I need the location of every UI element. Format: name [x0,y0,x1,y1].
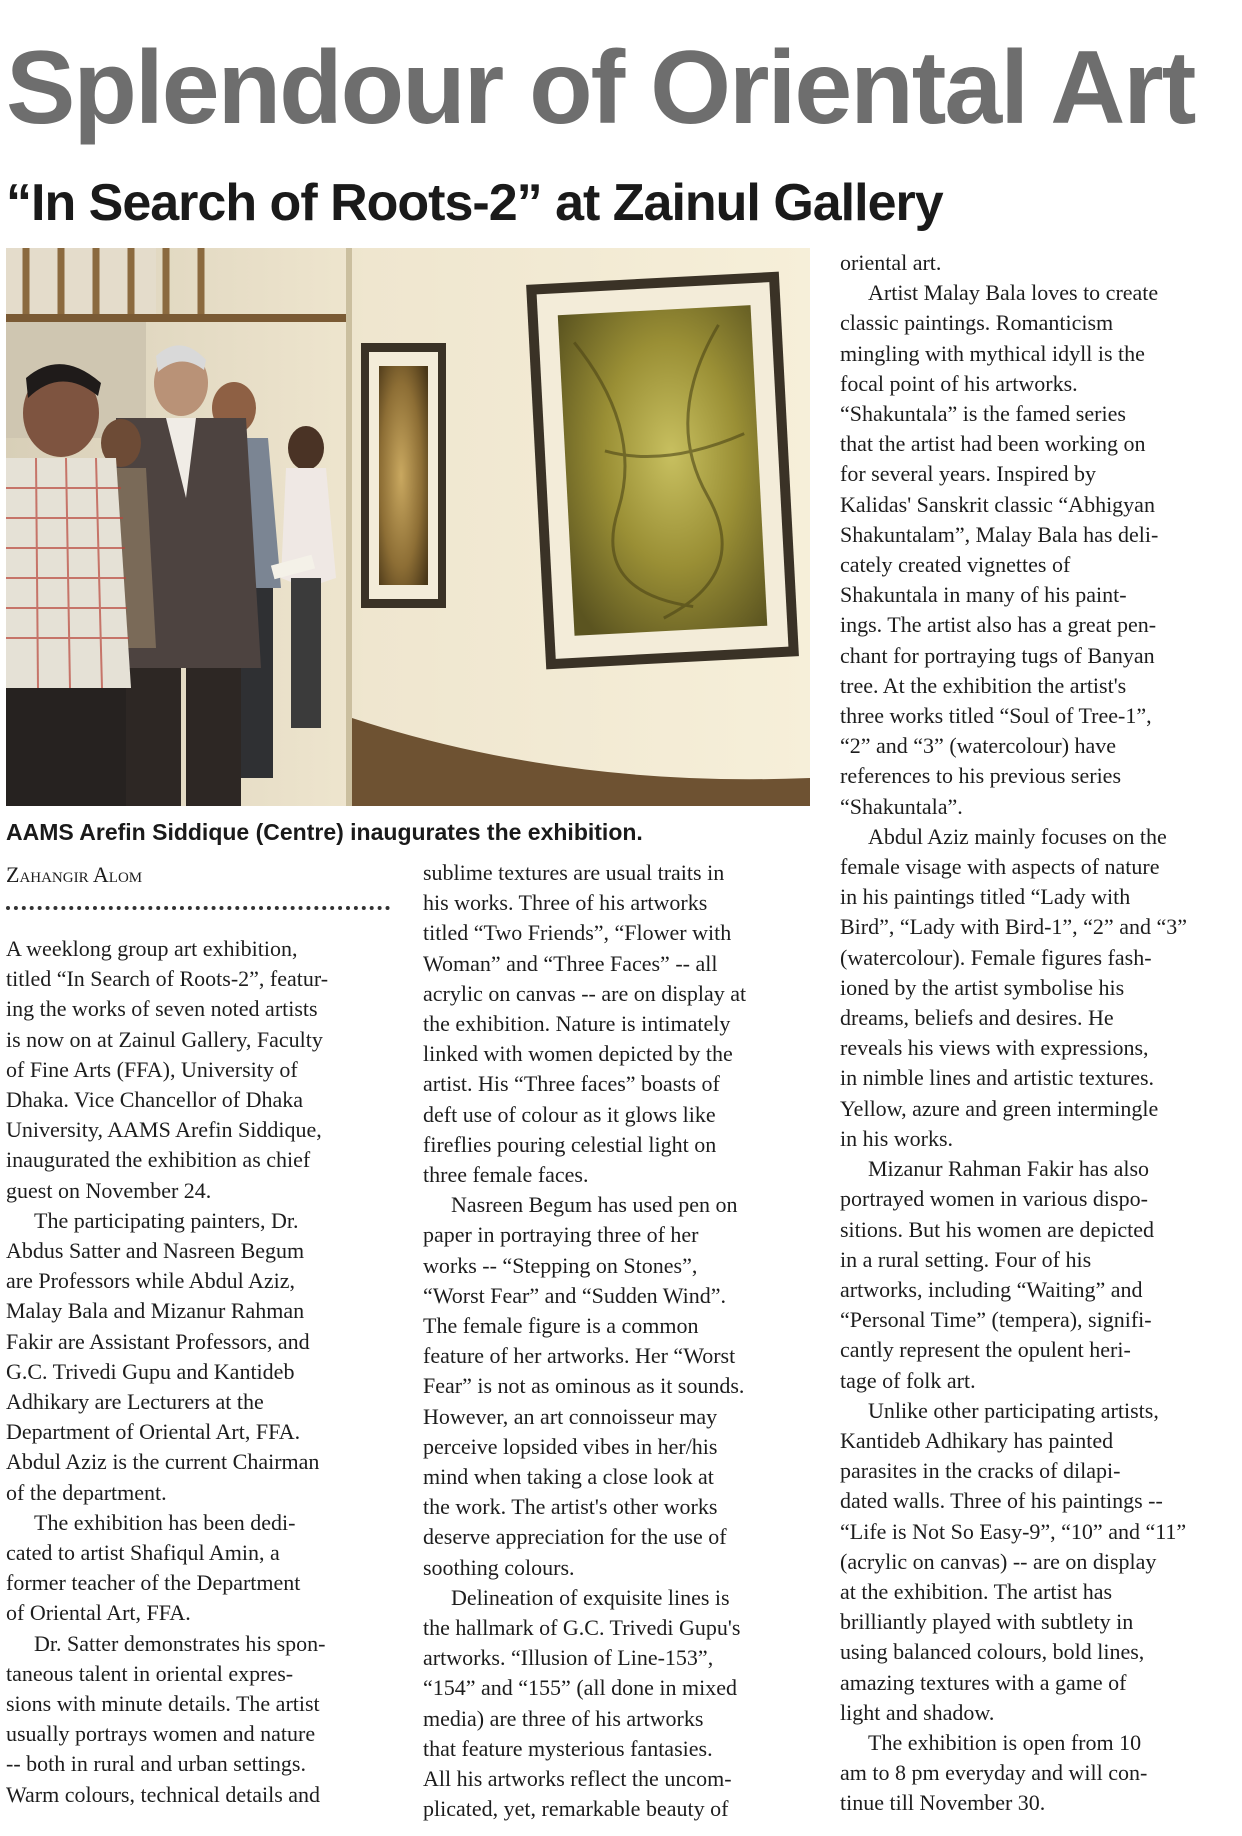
article-line: female visage with aspects of nature [840,854,1160,880]
article-line: three female faces. [423,1162,589,1188]
article-line: Kalidas' Sanskrit classic “Abhigyan [840,491,1155,517]
article-line: Woman” and “Three Faces” -- all [423,950,718,976]
article-line: his works. Three of his artworks [423,890,708,916]
article-line: linked with women depicted by the [423,1041,733,1067]
article-line: Unlike other participating artists, [868,1397,1159,1423]
article-line: ing the works of seven noted artists [6,996,318,1022]
article-line: Abdul Aziz is the current Chairman [6,1449,320,1475]
article-line: acrylic on canvas -- are on display at [423,980,747,1006]
article-line: works -- “Stepping on Stones”, [423,1252,698,1278]
article-column-3 [840,248,1238,1819]
article-line: Shakuntalam”, Malay Bala has deli- [840,521,1159,547]
article-line: All his artworks reflect the uncom- [423,1766,732,1792]
article-line: Abdul Aziz mainly focuses on the [868,823,1167,849]
article-line: plicated, yet, remarkable beauty of [423,1796,729,1822]
article-line: Adhikary are Lecturers at the [6,1389,264,1415]
article-line: brilliantly played with subtlety in [840,1609,1134,1635]
subheadline: “In Search of Roots-2” at Zainul Gallery [6,174,943,232]
photo-caption: AAMS Arefin Siddique (Centre) inaugurates the exhibition. [6,819,643,845]
article-line: dated walls. Three of his paintings -- [840,1488,1163,1514]
article-line: cantly represent the opulent heri- [840,1337,1131,1363]
article-column-2 [423,858,823,1825]
article-line: in a rural setting. Four of his [840,1246,1092,1272]
article-line: is now on at Zainul Gallery, Faculty [6,1026,323,1052]
article-line: “Shakuntala”. [840,793,963,819]
article-line: are Professors while Abdul Aziz, [6,1268,295,1294]
article-line: deft use of colour as it glows like [423,1101,716,1127]
article-line: The exhibition is open from 10 [868,1729,1142,1755]
article-line: cately created vignettes of [840,552,1071,578]
article-line: paper in portraying three of her [423,1222,699,1248]
article-line: Department of Oriental Art, FFA. [6,1419,301,1445]
article-column-1 [6,934,406,1810]
article-line: mingling with mythical idyll is the [840,340,1145,366]
article-line: mind when taking a close look at [423,1464,714,1490]
article-line: amazing textures with a game of [840,1669,1127,1695]
article-line: Artist Malay Bala loves to create [868,280,1159,306]
article-line: “Worst Fear” and “Sudden Wind”. [423,1282,727,1308]
article-line: perceive lopsided vibes in her/his [423,1433,718,1459]
article-line: of Fine Arts (FFA), University of [6,1056,298,1082]
article-line: fireflies pouring celestial light on [423,1131,717,1157]
article-line: “Shakuntala” is the famed series [840,401,1126,427]
article-line: Abdus Satter and Nasreen Begum [6,1238,305,1264]
article-line: Fakir are Assistant Professors, and [6,1328,310,1354]
article-line: parasites in the cracks of dilapi- [840,1458,1121,1484]
article-line: A weeklong group art exhibition, [6,936,298,961]
article-line: ioned by the artist symbolise his [840,974,1125,1000]
article-line: that feature mysterious fantasies. [423,1735,713,1761]
article-line: tage of folk art. [840,1367,976,1393]
article-line: The participating painters, Dr. [34,1207,299,1233]
article-line: deserve appreciation for the use of [423,1524,727,1550]
article-line: G.C. Trivedi Gupu and Kantideb [6,1358,295,1384]
article-line: classic paintings. Romanticism [840,310,1114,336]
article-line: the exhibition. Nature is intimately [423,1011,731,1037]
article-line: am to 8 pm everyday and will con- [840,1760,1148,1786]
article-line: tree. At the exhibition the artist's [840,672,1127,698]
article-line: However, an art connoisseur may [423,1403,718,1429]
article-line: taneous talent in oriental expres- [6,1660,294,1686]
article-line: Shakuntala in many of his paint- [840,582,1127,608]
article-line: feature of her artworks. Her “Worst [423,1343,736,1369]
article-line: Bird”, “Lady with Bird-1”, “2” and “3” [840,914,1187,940]
article-line: in his paintings titled “Lady with [840,884,1131,910]
article-line: media) are three of his artworks [423,1705,704,1731]
article-line: tinue till November 30. [840,1790,1046,1816]
headline: Splendour of Oriental Art [6,30,1195,146]
article-line: Delineation of exquisite lines is [451,1584,730,1610]
article-line: titled “Two Friends”, “Flower with [423,920,732,946]
article-line: artworks, including “Waiting” and [840,1276,1143,1302]
article-line: at the exhibition. The artist has [840,1578,1113,1604]
article-line: artist. His “Three faces” boasts of [423,1071,720,1097]
article-line: the work. The artist's other works [423,1494,718,1520]
article-line: portrayed women in various dispo- [840,1186,1148,1212]
article-line: Fear” is not as ominous as it sounds. [423,1373,745,1399]
article-line: “Life is Not So Easy-9”, “10” and “11” [840,1518,1187,1544]
article-line: Mizanur Rahman Fakir has also [868,1156,1150,1182]
article-line: -- both in rural and urban settings. [6,1751,306,1777]
article-line: University, AAMS Arefin Siddique, [6,1117,322,1143]
article-line: titled “In Search of Roots-2”, featur- [6,966,329,992]
article-line: The female figure is a common [423,1313,699,1339]
article-line: (watercolour). Female figures fash- [840,944,1152,970]
article-line: Nasreen Begum has used pen on [451,1192,738,1218]
article-line: that the artist had been working on [840,431,1146,457]
article-line: artworks. “Illusion of Line-153”, [423,1645,714,1671]
article-line: Malay Bala and Mizanur Rahman [6,1298,305,1324]
article-line: inaugurated the exhibition as chief [6,1147,311,1173]
article-line: sublime textures are usual traits in [423,860,725,885]
exhibition-photo [6,248,810,806]
article-line: “2” and “3” (watercolour) have [840,733,1117,759]
article-line: The exhibition has been dedi- [34,1509,296,1535]
article-line: sitions. But his women are depicted [840,1216,1155,1242]
article-line: former teacher of the Department [6,1570,301,1596]
article-line: in nimble lines and artistic textures. [840,1065,1155,1091]
article-line: the hallmark of G.C. Trivedi Gupu's [423,1615,741,1641]
article-line: sions with minute details. The artist [6,1691,320,1717]
article-line: cated to artist Shafiqul Amin, a [6,1540,280,1566]
article-line: for several years. Inspired by [840,461,1096,487]
article-line: soothing colours. [423,1554,575,1580]
byline: Zahangir Alom [6,862,143,887]
article-line: “154” and “155” (all done in mixed [423,1675,738,1701]
article-line: Yellow, azure and green intermingle [840,1095,1159,1121]
article-line: Warm colours, technical details and [6,1781,321,1807]
article-line: focal point of his artworks. [840,370,1078,396]
article-line: of Oriental Art, FFA. [6,1600,191,1626]
article-line: Dr. Satter demonstrates his spon- [34,1630,326,1656]
article-line: usually portrays women and nature [6,1721,316,1747]
article-line: using balanced colours, bold lines, [840,1639,1145,1665]
article-line: light and shadow. [840,1699,995,1725]
article-line: references to his previous series [840,763,1122,789]
article-line: reveals his views with expressions, [840,1035,1149,1061]
article-line: Kantideb Adhikary has painted [840,1427,1114,1453]
article-line: “Personal Time” (tempera), signifi- [840,1307,1152,1333]
article-line: guest on November 24. [6,1177,212,1203]
article-line: chant for portraying tugs of Banyan [840,642,1155,668]
article-line: dreams, beliefs and desires. He [840,1005,1114,1031]
article-line: oriental art. [840,250,942,275]
article-line: ings. The artist also has a great pen- [840,612,1157,638]
article-line: (acrylic on canvas) -- are on display [840,1548,1157,1574]
article-line: three works titled “Soul of Tree-1”, [840,703,1152,729]
article-line: in his works. [840,1125,954,1151]
article-line: Dhaka. Vice Chancellor of Dhaka [6,1087,303,1113]
article-line: of the department. [6,1479,167,1505]
byline-divider [6,906,390,910]
